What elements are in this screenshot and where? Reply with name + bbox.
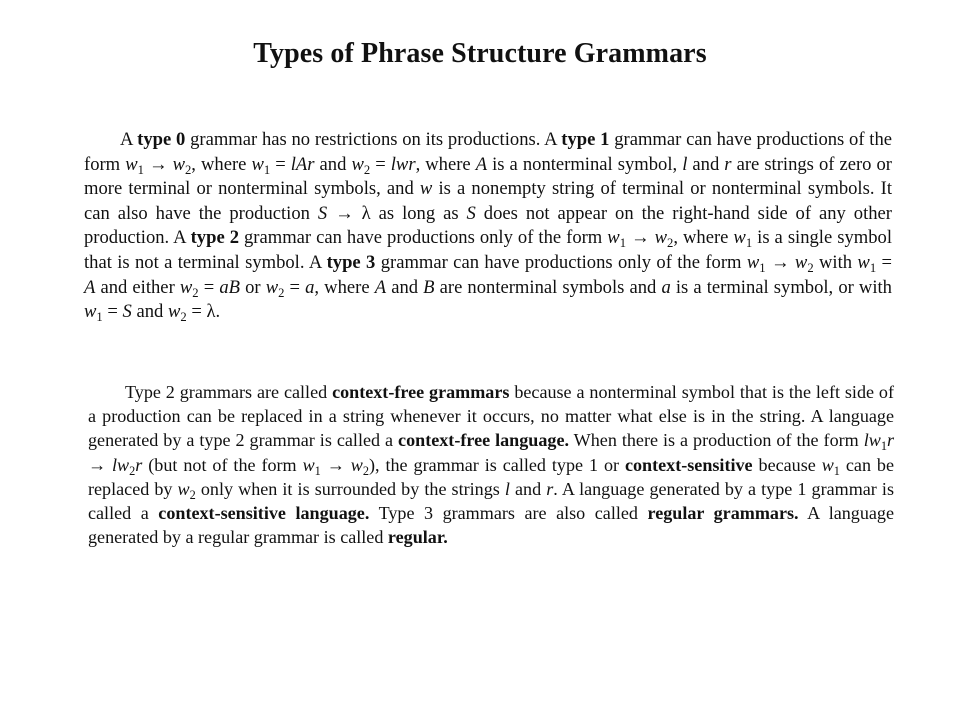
math-var: w [654, 227, 668, 249]
math-var: S [122, 301, 132, 323]
math-var: lw [863, 430, 881, 451]
text-span: grammar can have productions only of the form [239, 227, 608, 249]
math-var: w [419, 178, 433, 200]
page-title: Types of Phrase Structure Grammars [253, 38, 707, 69]
math-subscript: 2 [362, 463, 369, 478]
math-subscript: 2 [192, 285, 199, 300]
bold-term: context-sensitive [624, 454, 753, 475]
math-var: w [733, 227, 746, 249]
math-var: w [177, 478, 190, 499]
text-span: are strings of zero or more terminal or nonterminal symbols, and [84, 153, 892, 200]
math-subscript: 2 [278, 285, 285, 300]
text-span: and [509, 478, 547, 499]
math-subscript: 2 [184, 162, 192, 177]
bold-term: context-free language. [398, 430, 570, 451]
math-op: = λ. [186, 301, 221, 323]
math-var: w [794, 251, 808, 273]
bold-term: regular grammars. [647, 503, 799, 524]
text-span: is a single symbol that is not a terminal symbol. A [84, 227, 892, 273]
math-var: r [886, 430, 895, 451]
text-span: is a terminal symbol, or with [670, 276, 892, 298]
bold-term: type 0 [137, 129, 186, 150]
math-op: = [284, 276, 306, 298]
math-var: w [857, 251, 870, 273]
text-span: and [687, 153, 725, 175]
bold-term: type 2 [190, 227, 239, 249]
math-var: S [466, 202, 476, 224]
text-span: ), the grammar is called type 1 or [369, 454, 625, 475]
math-op: → [626, 227, 655, 249]
text-span: as long as [370, 202, 467, 224]
math-var: r [135, 454, 143, 475]
math-var: lw [112, 454, 130, 475]
math-var: w [302, 454, 315, 475]
text-span: Type 3 grammars are also called [369, 503, 648, 524]
math-subscript: 2 [129, 463, 136, 478]
math-var: A [374, 276, 387, 298]
math-var: l [504, 478, 510, 499]
math-var: w [251, 153, 264, 175]
text-span: and either [95, 276, 180, 298]
math-subscript: 1 [833, 463, 840, 478]
math-var: aB [219, 276, 240, 298]
math-var: w [351, 153, 364, 175]
math-var: w [607, 227, 620, 249]
math-subscript: 1 [745, 236, 753, 251]
math-op: = [270, 153, 291, 175]
text-span: . A language generated by a type 1 grammar is called a [88, 478, 894, 524]
math-var: r [546, 478, 554, 499]
math-var: w [746, 251, 760, 273]
math-subscript: 1 [263, 162, 271, 177]
bold-term: context-free grammars [332, 382, 510, 402]
math-subscript: 1 [137, 162, 144, 177]
text-span: grammar can have productions of the form [84, 129, 893, 175]
math-var: w [265, 276, 279, 298]
math-op: → [88, 454, 113, 475]
math-var: lwr [390, 153, 416, 175]
text-span: , where [314, 276, 375, 298]
math-var: lAr [290, 153, 315, 175]
math-var: l [682, 153, 688, 175]
math-op: → λ [327, 202, 371, 224]
text-span: A language generated by a regular grammar is called [88, 503, 895, 548]
math-var: w [350, 454, 363, 475]
math-var: r [724, 153, 732, 175]
math-var: w [821, 454, 834, 475]
math-op: = [198, 276, 220, 298]
bold-term: type 3 [326, 251, 376, 273]
math-subscript: 2 [807, 261, 814, 276]
text-span: or [239, 276, 266, 298]
math-var: a [661, 276, 671, 298]
math-subscript: 2 [180, 310, 187, 325]
math-var: w [84, 301, 97, 323]
text-span: grammar has no restrictions on its productions. A [185, 129, 562, 150]
text-span: because [752, 454, 822, 475]
math-var: B [423, 276, 435, 298]
paragraph-grammar-types [84, 128, 892, 325]
math-subscript: 2 [189, 487, 196, 502]
math-op: → [765, 251, 795, 273]
math-var: A [84, 276, 96, 298]
text-span: only when it is surrounded by the strings [195, 478, 505, 499]
math-var: a [305, 276, 315, 298]
math-op: → [320, 454, 351, 475]
math-var: w [125, 153, 138, 175]
math-subscript: 1 [880, 439, 887, 454]
math-op: = [102, 301, 123, 323]
math-op: → [143, 153, 173, 175]
math-var: w [179, 276, 193, 298]
text-span: because a nonterminal symbol that is the left side of a production can be replaced in a string whenever it occurs, no matter what else is in the string. A language generated by a type 2 grammar is called a [88, 382, 894, 451]
paragraph-grammar-names [88, 380, 894, 549]
math-subscript: 1 [759, 261, 766, 276]
bold-term: context-sensitive language. [158, 503, 370, 524]
math-var: A [475, 153, 488, 175]
text-span: A [120, 129, 138, 150]
text-span: with [813, 251, 858, 273]
math-subscript: 1 [96, 310, 103, 325]
text-span: is a nonterminal symbol, [487, 153, 683, 175]
text-span: , where [191, 153, 252, 175]
text-span: does not appear on the right-hand side of any other production. A [84, 202, 892, 249]
text-span: and [314, 153, 352, 175]
text-span: Type 2 grammars are called [125, 382, 333, 402]
math-var: w [167, 301, 181, 323]
math-op: = [370, 153, 391, 175]
math-op: = [876, 251, 892, 273]
text-span: grammar can have productions only of the form [375, 251, 747, 273]
math-subscript: 2 [363, 162, 371, 177]
math-var: S [317, 202, 328, 224]
text-span: and [131, 301, 168, 323]
math-subscript: 1 [869, 261, 877, 276]
text-span: (but not of the form [142, 454, 303, 475]
text-span: and [386, 276, 424, 298]
math-subscript: 1 [314, 463, 321, 478]
bold-term: type 1 [561, 129, 610, 150]
text-span: , where [415, 153, 476, 175]
math-subscript: 1 [619, 236, 626, 251]
text-span: , where [673, 227, 734, 249]
text-span: is a nonempty string of terminal or nonterminal symbols. It can also have the production [84, 178, 892, 224]
math-subscript: 2 [667, 236, 674, 251]
bold-term: regular. [387, 527, 448, 548]
text-span: are nonterminal symbols and [434, 276, 662, 298]
text-span: When there is a production of the form [569, 430, 864, 451]
text-span: can be replaced by [88, 454, 895, 499]
math-var: w [172, 153, 185, 175]
